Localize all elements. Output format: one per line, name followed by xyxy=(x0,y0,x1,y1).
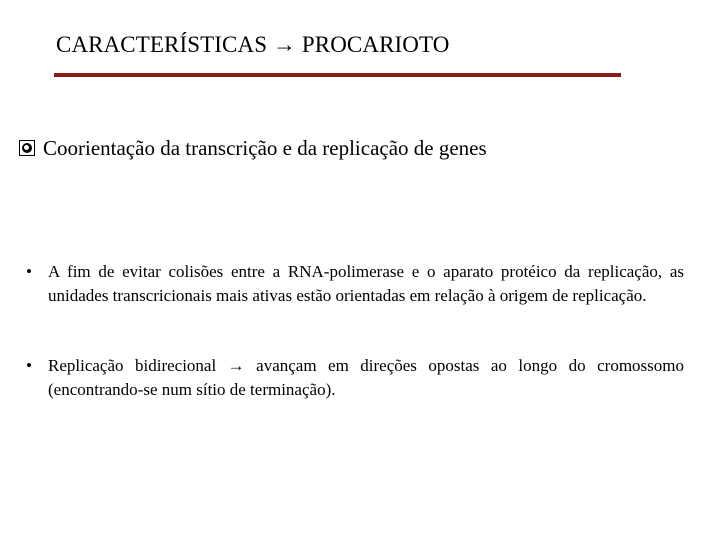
bullet-dot: • xyxy=(26,356,32,375)
subheading-text: Coorientação da transcrição e da replicação de genes xyxy=(43,136,487,160)
bullet-text: Replicação bidirecional → avançam em direções opostas ao longo do cromossomo (encontrando-se num sítio de terminação). xyxy=(48,356,684,399)
slide-title: CARACTERÍSTICAS → PROCARIOTO xyxy=(56,32,450,57)
subheading xyxy=(19,135,487,161)
bullet-list xyxy=(26,260,684,402)
title-underline xyxy=(54,73,621,77)
list-item xyxy=(26,260,684,308)
list-item xyxy=(26,354,684,402)
bullet-dot: • xyxy=(26,262,32,281)
boxed-circle-bullet-icon xyxy=(19,140,35,156)
bullet-text: A fim de evitar colisões entre a RNA-polimerase e o aparato protéico da replicação, as unidades transcricionais mais ativas estão orientadas em relação à origem de replicação. xyxy=(48,262,684,305)
